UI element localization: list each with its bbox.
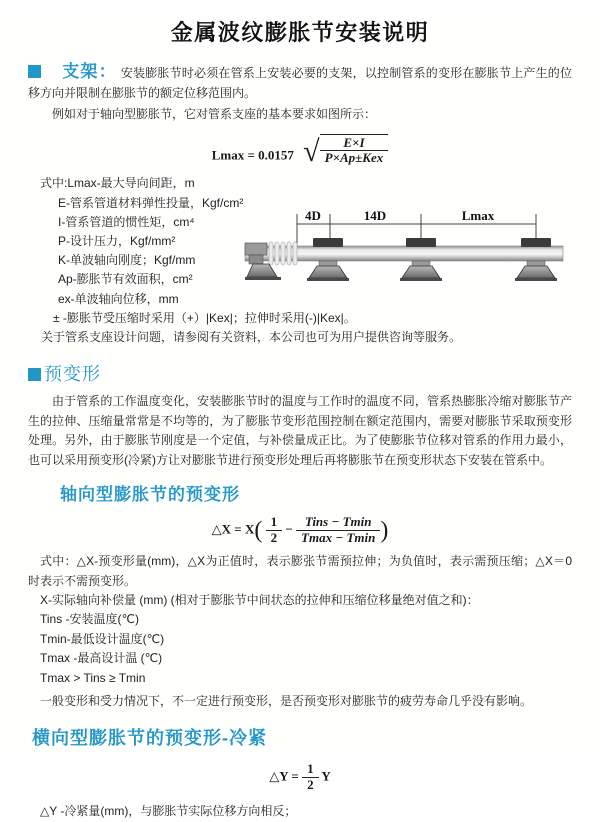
lateral-formula-rhs: Y (321, 768, 331, 784)
temp-definition-line: Tins -安装温度(℃) (40, 612, 140, 627)
preform-body: 由于管系的工作温度变化，安装膨胀节时的温度与工作时的温度不同，管系热膨胀冷缩对膨胀节产生的拉伸、压缩量常常是不均等的，为了膨胀节变形范围控制在额定范围内，需要对膨胀节采取预变形处理。另外，由于膨胀节刚度是一个定值，与补偿量成正比。为了使膨胀节位移对管系的作用力最小，也可以采用预变形(冷紧)方让对膨胀节进行预变形处理后再将膨胀节在预变形状态下安装在管系中。 (28, 394, 572, 467)
definition-line: E-管系管道材料弹性投量，Kgf/cm² (58, 195, 244, 210)
close-paren: ) (380, 517, 389, 544)
definition-line: I-管系管道的惯性矩，cm⁴ (58, 214, 195, 229)
lateral-half-fraction (302, 762, 319, 793)
definition-line: ± -膨胀节受压缩时采用（+）|Kex|；拉伸时采用(-)|Kex|。 (53, 310, 356, 325)
lmax-fraction (320, 136, 389, 167)
lateral-preform-heading: 横向型膨胀节的预变形-冷紧 (32, 727, 267, 748)
radical (303, 134, 388, 167)
lateral-half-denominator: 2 (302, 777, 319, 793)
support-heading: 支架： (62, 62, 117, 81)
axial-note-1: 式中：△X-预变形量(mm)，△X为正值时，表示膨张节需预拉伸；为负值时，表示需预压缩；△X＝0时表示不需预变形。 (28, 554, 572, 588)
section-marker-icon (28, 368, 41, 381)
axial-formula (0, 515, 600, 546)
definition-line: Ap-膨胀节有效面积，cm² (58, 272, 193, 287)
lmax-fraction-denominator: P×Ap±Kex (320, 150, 389, 166)
minus-sign: − (285, 521, 293, 537)
temp-definition-line: Tmin-最低设计温度(℃) (40, 631, 165, 646)
definition-line: K-单波轴向刚度；Kgf/mm (58, 253, 196, 268)
bellows-section (269, 242, 297, 265)
lateral-formula-lhs: △Y = (269, 768, 299, 784)
support-section-paragraph (28, 62, 572, 103)
temp-definition-line: Tmax > Tins ≥ Tmin (40, 670, 146, 685)
axial-preform-heading: 轴向型膨胀节的预变形 (60, 485, 240, 505)
axial-formula-lhs: △X = X (211, 521, 255, 537)
pipe-support-diagram (245, 208, 595, 286)
section-marker-icon (28, 65, 41, 78)
axial-note-2: X-实际轴向补偿量 (mm) (相对于膨胀节中间状态的拉伸和压缩位移量绝对值之和)： (40, 593, 479, 608)
open-paren: ( (254, 517, 263, 544)
lateral-note: △Y -冷紧量(mm)，与膨胀节实际位移方向相反； (40, 804, 297, 819)
lateral-formula (0, 762, 600, 793)
definition-line: ex-单波轴向位移，mm (58, 291, 179, 306)
half-denominator: 2 (266, 530, 283, 546)
sqrt-body (320, 134, 389, 167)
temp-fraction (296, 515, 380, 546)
support-example-line: 例如对于轴向型膨胀节，它对管系支座的基本要求如图所示： (52, 107, 377, 121)
half-fraction (266, 515, 283, 546)
lmax-formula-lhs: Lmax = 0.0157 (211, 146, 294, 162)
temp-denominator: Tmax − Tmin (296, 530, 380, 546)
lateral-half-numerator: 1 (307, 760, 314, 776)
preform-heading-row (28, 360, 572, 386)
preform-heading: 预变形 (44, 364, 101, 385)
lmax-fraction-numerator: E×I (343, 134, 365, 150)
dim-label-lmax: Lmax (461, 208, 495, 223)
definition-line: P-设计压力，Kgf/mm² (58, 233, 176, 248)
support-note: 关于管系支座设计问题，请参阅有关资料，本公司也可为用户提供咨询等服务。 (41, 330, 462, 344)
dim-label-4d: 4D (305, 208, 321, 223)
page-title: 金属波纹膨胀节安装说明 (170, 20, 430, 45)
temp-definition-line: Tmax -最高设计温 (℃) (40, 651, 163, 666)
axial-note-3: 一般变形和受力情况下，不一定进行预变形，是否预变形对膨胀节的疲劳寿命几乎没有影响。 (40, 694, 533, 709)
definition-line: 式中:Lmax-最大导向间距，m (40, 176, 195, 191)
temp-numerator: Tins − Tmin (304, 514, 372, 530)
half-numerator: 1 (270, 514, 278, 530)
lmax-formula (0, 134, 600, 167)
document-page (0, 16, 600, 819)
dim-label-14d: 14D (363, 208, 387, 223)
sqrt-sign: √ (303, 134, 320, 168)
support-intro-text: 安装膨胀节时必须在管系上安装必要的支架，以控制管系的变形在膨胀节上产生的位移方向并限制在膨胀节的额定位移范围内。 (28, 66, 573, 100)
